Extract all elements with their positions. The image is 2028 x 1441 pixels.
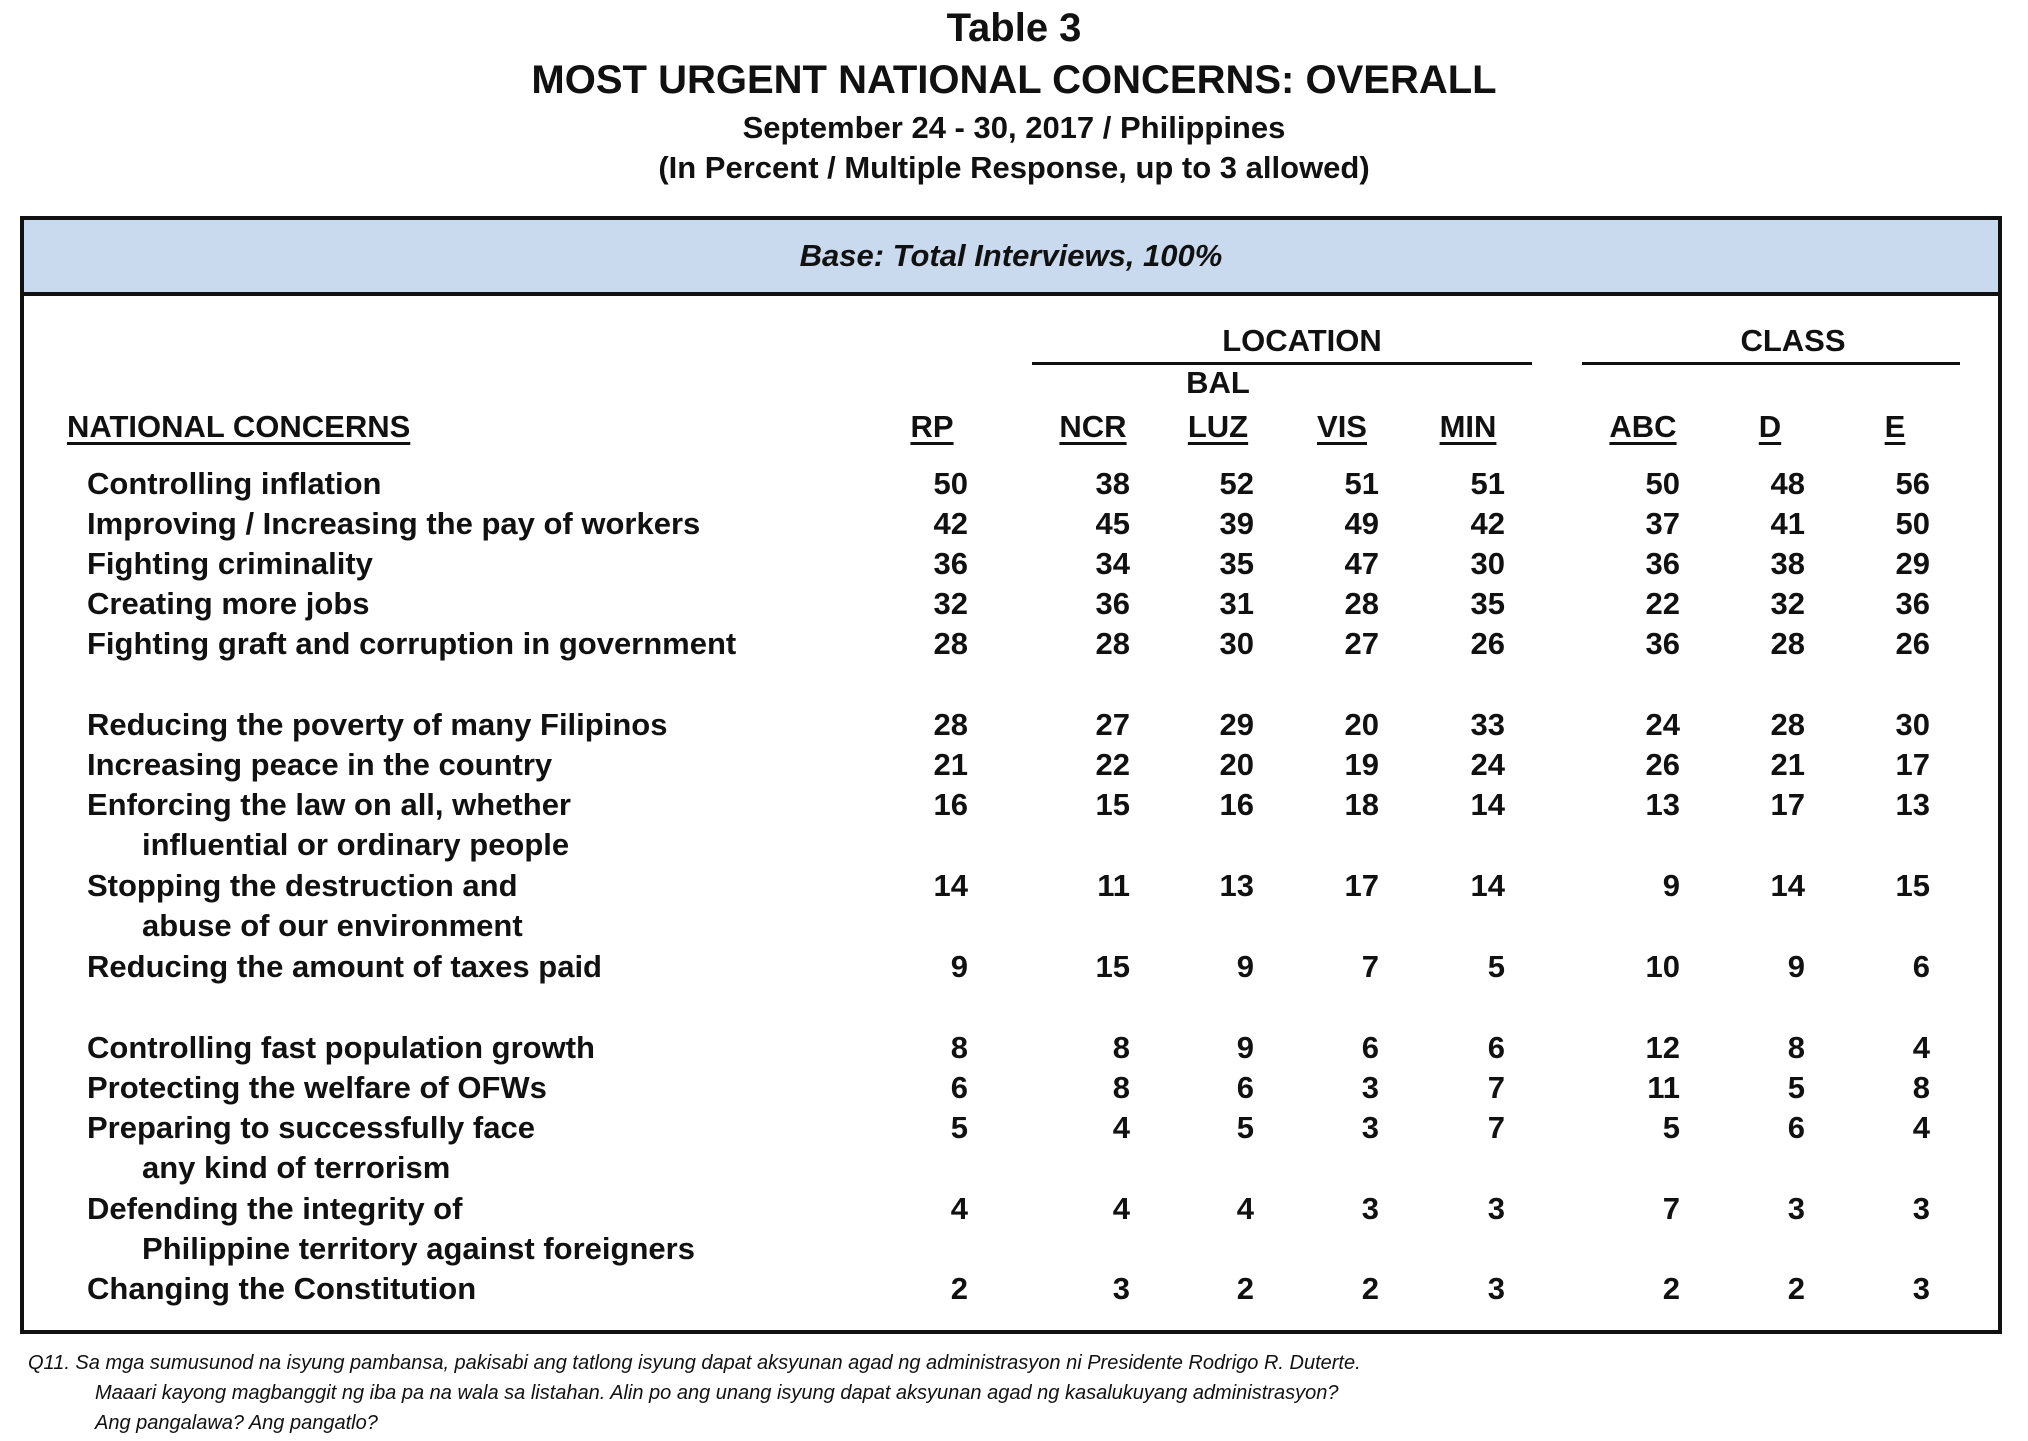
- row-value: 36: [933, 546, 968, 581]
- row-value: 28: [933, 707, 968, 742]
- row-value: 27: [1095, 707, 1130, 742]
- row-value: 6: [1487, 1030, 1505, 1065]
- column-bal-top: BAL: [1186, 365, 1250, 400]
- row-value: 35: [1219, 546, 1254, 581]
- row-label: Stopping the destruction and: [87, 868, 518, 903]
- row-value: 21: [933, 747, 968, 782]
- row-value: 28: [1095, 626, 1130, 661]
- row-label: Preparing to successfully face: [87, 1110, 535, 1145]
- row-value: 8: [1112, 1030, 1130, 1065]
- row-value: 42: [1470, 506, 1505, 541]
- row-value: 38: [1770, 546, 1805, 581]
- row-value: 17: [1344, 868, 1379, 903]
- row-value: 21: [1770, 747, 1805, 782]
- row-value: 14: [1470, 787, 1505, 822]
- row-label-continued: Philippine territory against foreigners: [142, 1231, 695, 1266]
- row-value: 37: [1645, 506, 1680, 541]
- row-value: 2: [1236, 1271, 1254, 1306]
- row-label: Fighting graft and corruption in government: [87, 626, 737, 661]
- row-value: 4: [1912, 1110, 1930, 1145]
- row-value: 7: [1487, 1070, 1505, 1105]
- row-label: Improving / Increasing the pay of workers: [87, 506, 701, 541]
- row-value: 15: [1095, 949, 1130, 984]
- row-value: 18: [1344, 787, 1379, 822]
- row-label: Reducing the amount of taxes paid: [87, 949, 602, 984]
- row-value: 13: [1895, 787, 1930, 822]
- row-value: 6: [1912, 949, 1930, 984]
- row-value: 9: [950, 949, 968, 984]
- row-value: 9: [1236, 949, 1254, 984]
- row-label-continued: influential or ordinary people: [142, 827, 570, 862]
- row-value: 3: [1487, 1191, 1505, 1226]
- row-value: 26: [1470, 626, 1505, 661]
- row-value: 5: [1662, 1110, 1680, 1145]
- row-value: 28: [1344, 586, 1379, 621]
- row-label: Increasing peace in the country: [87, 747, 553, 782]
- column-vis: VIS: [1317, 409, 1367, 444]
- column-min: MIN: [1439, 409, 1497, 444]
- footnote-line: Q11. Sa mga sumusunod na isyung pambansa, pakisabi ang tatlong isyung dapat aksyunan agad ng administrasyon ni Presidente Rodrigo R. Duterte.: [28, 1352, 1361, 1374]
- table-title: MOST URGENT NATIONAL CONCERNS: OVERALL: [531, 58, 1497, 102]
- row-label-continued: any kind of terrorism: [142, 1150, 451, 1185]
- table-number: Table 3: [946, 6, 1082, 50]
- row-value: 8: [950, 1030, 968, 1065]
- footnote-line: Ang pangalawa? Ang pangatlo?: [95, 1412, 378, 1434]
- row-value: 9: [1787, 949, 1805, 984]
- row-label: Controlling inflation: [87, 466, 382, 501]
- row-value: 17: [1770, 787, 1805, 822]
- group-location-rule: [1032, 362, 1532, 365]
- row-label: Reducing the poverty of many Filipinos: [87, 707, 668, 742]
- row-label: Creating more jobs: [87, 586, 370, 621]
- row-value: 4: [950, 1191, 968, 1226]
- row-value: 24: [1645, 707, 1680, 742]
- row-value: 6: [1787, 1110, 1805, 1145]
- row-label: Changing the Constitution: [87, 1271, 477, 1306]
- row-value: 7: [1487, 1110, 1505, 1145]
- row-value: 9: [1662, 868, 1680, 903]
- row-value: 7: [1361, 949, 1379, 984]
- row-value: 48: [1770, 466, 1805, 501]
- row-value: 3: [1912, 1271, 1930, 1306]
- row-value: 49: [1344, 506, 1379, 541]
- row-value: 20: [1219, 747, 1254, 782]
- row-value: 10: [1645, 949, 1680, 984]
- row-value: 5: [950, 1110, 968, 1145]
- base-label: Base: Total Interviews, 100%: [24, 220, 1998, 296]
- row-value: 15: [1095, 787, 1130, 822]
- row-value: 36: [1645, 626, 1680, 661]
- row-value: 19: [1344, 747, 1379, 782]
- row-value: 42: [933, 506, 968, 541]
- row-value: 5: [1236, 1110, 1254, 1145]
- row-value: 8: [1112, 1070, 1130, 1105]
- row-label: Controlling fast population growth: [87, 1030, 595, 1065]
- row-value: 6: [1361, 1030, 1379, 1065]
- row-value: 30: [1470, 546, 1505, 581]
- row-value: 17: [1895, 747, 1930, 782]
- row-value: 22: [1645, 586, 1680, 621]
- row-value: 45: [1095, 506, 1130, 541]
- row-value: 13: [1219, 868, 1254, 903]
- row-value: 20: [1344, 707, 1379, 742]
- column-abc: ABC: [1609, 409, 1677, 444]
- group-class: CLASS: [1740, 323, 1846, 358]
- row-value: 14: [933, 868, 968, 903]
- row-value: 32: [933, 586, 968, 621]
- group-location: LOCATION: [1222, 323, 1382, 358]
- row-value: 26: [1645, 747, 1680, 782]
- row-value: 27: [1344, 626, 1379, 661]
- row-value: 3: [1361, 1191, 1379, 1226]
- row-value: 32: [1770, 586, 1805, 621]
- row-value: 22: [1095, 747, 1130, 782]
- row-value: 38: [1095, 466, 1130, 501]
- row-label: Enforcing the law on all, whether: [87, 787, 571, 822]
- row-value: 16: [933, 787, 968, 822]
- row-value: 3: [1112, 1271, 1130, 1306]
- row-value: 41: [1770, 506, 1805, 541]
- row-value: 3: [1361, 1070, 1379, 1105]
- column-national-concerns: NATIONAL CONCERNS: [67, 409, 411, 444]
- row-value: 36: [1095, 586, 1130, 621]
- row-value: 29: [1219, 707, 1254, 742]
- row-value: 7: [1662, 1191, 1680, 1226]
- column-luz: LUZ: [1187, 409, 1249, 444]
- row-label: Fighting criminality: [87, 546, 373, 581]
- row-value: 2: [1787, 1271, 1805, 1306]
- row-value: 50: [1895, 506, 1930, 541]
- row-value: 14: [1470, 868, 1505, 903]
- response-note: (In Percent / Multiple Response, up to 3 allowed): [658, 150, 1370, 185]
- row-value: 35: [1470, 586, 1505, 621]
- row-value: 36: [1895, 586, 1930, 621]
- group-class-rule: [1582, 362, 1960, 365]
- row-label: Defending the integrity of: [87, 1191, 463, 1226]
- row-label: Protecting the welfare of OFWs: [87, 1070, 547, 1105]
- row-value: 47: [1344, 546, 1379, 581]
- row-value: 4: [1912, 1030, 1930, 1065]
- row-value: 6: [1236, 1070, 1254, 1105]
- row-value: 12: [1645, 1030, 1680, 1065]
- row-value: 6: [950, 1070, 968, 1105]
- row-value: 2: [1361, 1271, 1379, 1306]
- row-value: 5: [1787, 1070, 1805, 1105]
- row-value: 28: [1770, 626, 1805, 661]
- column-d: D: [1758, 409, 1782, 444]
- column-rp: RP: [910, 409, 954, 444]
- row-value: 2: [1662, 1271, 1680, 1306]
- row-value: 50: [1645, 466, 1680, 501]
- row-value: 3: [1912, 1191, 1930, 1226]
- footnote-line: Maaari kayong magbanggit ng iba pa na wala sa listahan. Alin po ang unang isyung dapat aksyunan agad ng kasalukuyang administrasyon?: [95, 1382, 1339, 1404]
- row-value: 3: [1487, 1271, 1505, 1306]
- row-value: 28: [933, 626, 968, 661]
- row-value: 33: [1470, 707, 1505, 742]
- row-value: 8: [1912, 1070, 1930, 1105]
- row-value: 14: [1770, 868, 1805, 903]
- row-value: 34: [1095, 546, 1130, 581]
- row-value: 13: [1645, 787, 1680, 822]
- row-value: 52: [1219, 466, 1254, 501]
- row-value: 31: [1219, 586, 1254, 621]
- row-value: 4: [1112, 1191, 1130, 1226]
- row-value: 56: [1895, 466, 1930, 501]
- question-footnote: [28, 1348, 1361, 1438]
- row-value: 16: [1219, 787, 1254, 822]
- row-value: 3: [1787, 1191, 1805, 1226]
- results-table: [20, 216, 2002, 1334]
- row-value: 39: [1219, 506, 1254, 541]
- row-value: 30: [1895, 707, 1930, 742]
- row-value: 28: [1770, 707, 1805, 742]
- column-e: E: [1884, 409, 1906, 444]
- row-value: 11: [1097, 868, 1130, 903]
- row-value: 4: [1236, 1191, 1254, 1226]
- row-value: 50: [933, 466, 968, 501]
- row-value: 9: [1236, 1030, 1254, 1065]
- row-value: 24: [1470, 747, 1505, 782]
- row-value: 29: [1895, 546, 1930, 581]
- row-value: 51: [1470, 466, 1505, 501]
- survey-date: September 24 - 30, 2017 / Philippines: [742, 110, 1286, 145]
- row-value: 51: [1344, 466, 1379, 501]
- row-value: 15: [1895, 868, 1930, 903]
- column-ncr: NCR: [1059, 409, 1127, 444]
- row-value: 8: [1787, 1030, 1805, 1065]
- row-label-continued: abuse of our environment: [142, 908, 523, 943]
- row-value: 36: [1645, 546, 1680, 581]
- row-value: 11: [1647, 1070, 1680, 1105]
- row-value: 2: [950, 1271, 968, 1306]
- row-value: 30: [1219, 626, 1254, 661]
- row-value: 26: [1895, 626, 1930, 661]
- row-value: 5: [1487, 949, 1505, 984]
- row-value: 3: [1361, 1110, 1379, 1145]
- row-value: 4: [1112, 1110, 1130, 1145]
